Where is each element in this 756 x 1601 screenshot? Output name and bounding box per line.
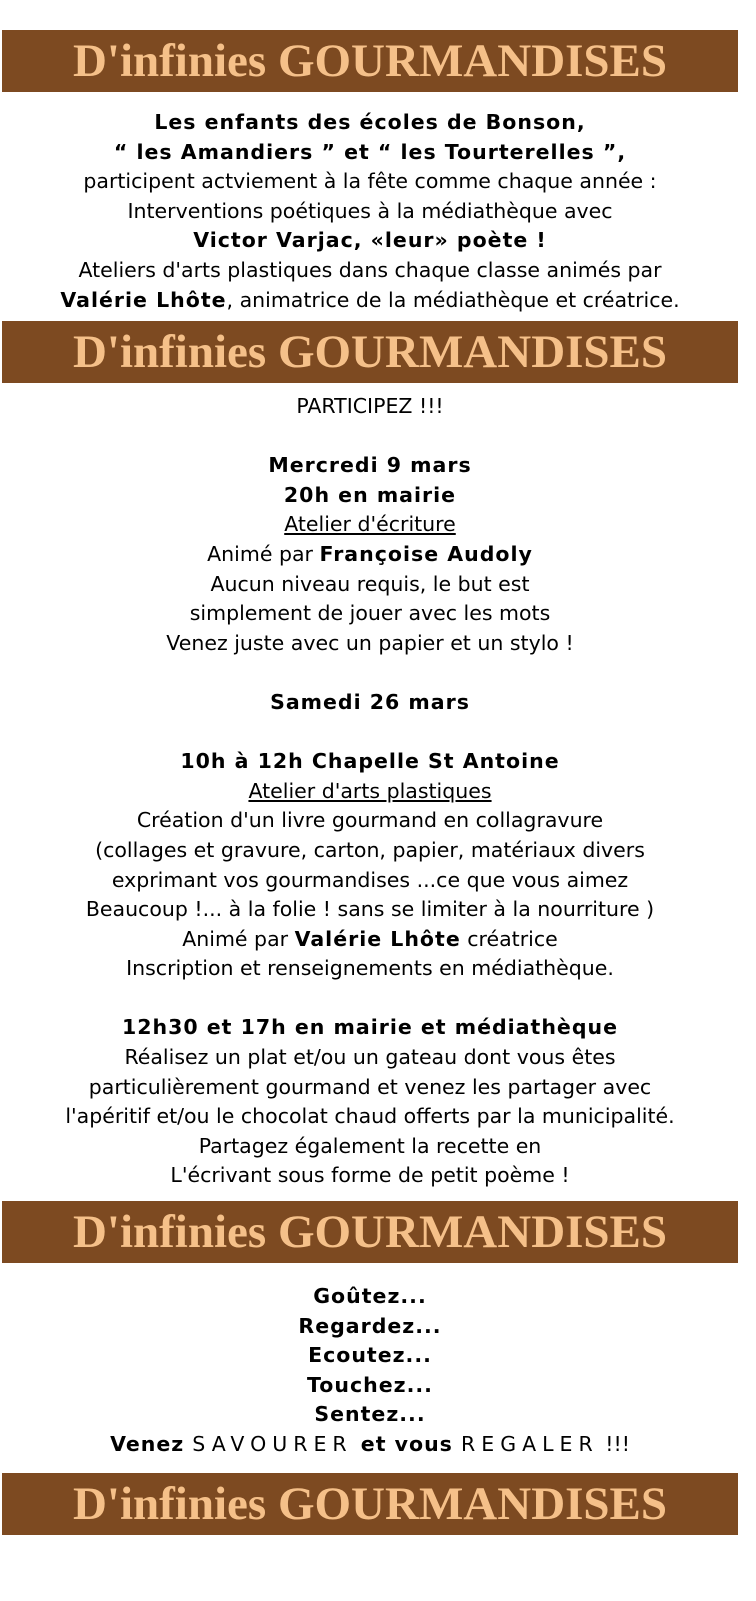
saturday-desc-2: (collages et gravure, carton, papier, matériaux divers (95, 837, 645, 862)
saturday-desc-1: Création d'un livre gourmand en collagravure (136, 808, 604, 833)
artist-role: , animatrice de la médiathèque et créatrice. (226, 287, 680, 312)
closing-word-regaler: REGALER (461, 1431, 599, 1456)
intro-section (0, 108, 740, 315)
sense-touch: Touchez... (307, 1372, 433, 1397)
spacer (0, 718, 740, 748)
sense-smell: Sentez... (314, 1402, 426, 1427)
closing-line (0, 1430, 740, 1460)
closing-suffix: !!! (598, 1431, 630, 1456)
saturday-desc-6: Réalisez un plat et/ou un gateau dont vous êtes (124, 1045, 616, 1070)
spacer (0, 422, 740, 452)
saturday-desc-7: particulièrement gourmand et venez les partager avec (88, 1074, 652, 1099)
saturday-workshop-title: Atelier d'arts plastiques (248, 778, 492, 803)
host-suffix: créatrice (460, 926, 558, 951)
host-name: Françoise Audoly (319, 541, 533, 566)
saturday-desc-9: Partagez également la recette en (198, 1133, 542, 1158)
wednesday-date: Mercredi 9 mars (268, 453, 472, 478)
spacer (0, 658, 740, 688)
participez-heading: PARTICIPEZ !!! (296, 394, 444, 418)
wednesday-desc-3: Venez juste avec un papier et un stylo ! (166, 630, 574, 655)
wednesday-desc-1: Aucun niveau requis, le but est (210, 571, 530, 596)
host-prefix: Animé par (207, 541, 320, 566)
closing-middle: et vous (352, 1431, 462, 1456)
intro-line-3: participent actviement à la fête comme chaque année : (83, 169, 657, 194)
host-prefix: Animé par (182, 926, 295, 951)
artist-name: Valérie Lhôte (60, 287, 227, 312)
saturday-desc-3: exprimant vos gourmandises ...ce que vous aimez (111, 867, 629, 892)
closing-prefix: Venez (110, 1431, 193, 1456)
sense-hearing: Ecoutez... (308, 1343, 432, 1368)
saturday-desc-5: Inscription et renseignements en médiathèque. (126, 956, 614, 981)
saturday-date: Samedi 26 mars (270, 689, 470, 714)
sense-sight: Regardez... (298, 1313, 442, 1338)
saturday-host (0, 925, 740, 955)
intro-line-6: Ateliers d'arts plastiques dans chaque classe animés par (78, 257, 662, 282)
saturday-time-1: 10h à 12h Chapelle St Antoine (180, 749, 560, 774)
title-banner-2: D'infinies GOURMANDISES (2, 321, 738, 383)
wednesday-workshop-title: Atelier d'écriture (284, 512, 456, 537)
program-section (0, 392, 740, 1191)
spacer (0, 984, 740, 1014)
saturday-desc-4: Beaucoup !... à la folie ! sans se limiter à la nourriture ) (85, 897, 655, 922)
wednesday-desc-2: simplement de jouer avec les mots (189, 601, 551, 626)
intro-line-7 (0, 286, 740, 316)
wednesday-time: 20h en mairie (283, 482, 457, 507)
senses-section (0, 1282, 740, 1460)
title-banner-1: D'infinies GOURMANDISES (2, 30, 738, 92)
saturday-desc-8: l'apéritif et/ou le chocolat chaud offerts par la municipalité. (65, 1104, 675, 1129)
saturday-desc-10: L'écrivant sous forme de petit poème ! (170, 1163, 570, 1188)
host-name: Valérie Lhôte (294, 926, 461, 951)
saturday-time-2: 12h30 et 17h en mairie et médiathèque (121, 1015, 619, 1040)
intro-line-2: “ les Amandiers ” et “ les Tourterelles ”, (113, 139, 627, 164)
intro-line-1: Les enfants des écoles de Bonson, (154, 110, 586, 134)
intro-line-4: Interventions poétiques à la médiathèque avec (127, 198, 613, 223)
intro-line-5: Victor Varjac, «leur» poète ! (193, 228, 547, 253)
closing-word-savourer: SAVOURER (192, 1431, 353, 1456)
title-banner-4: D'infinies GOURMANDISES (2, 1473, 738, 1535)
sense-taste: Goûtez... (313, 1284, 427, 1308)
title-banner-3: D'infinies GOURMANDISES (2, 1201, 738, 1263)
wednesday-host (0, 540, 740, 570)
